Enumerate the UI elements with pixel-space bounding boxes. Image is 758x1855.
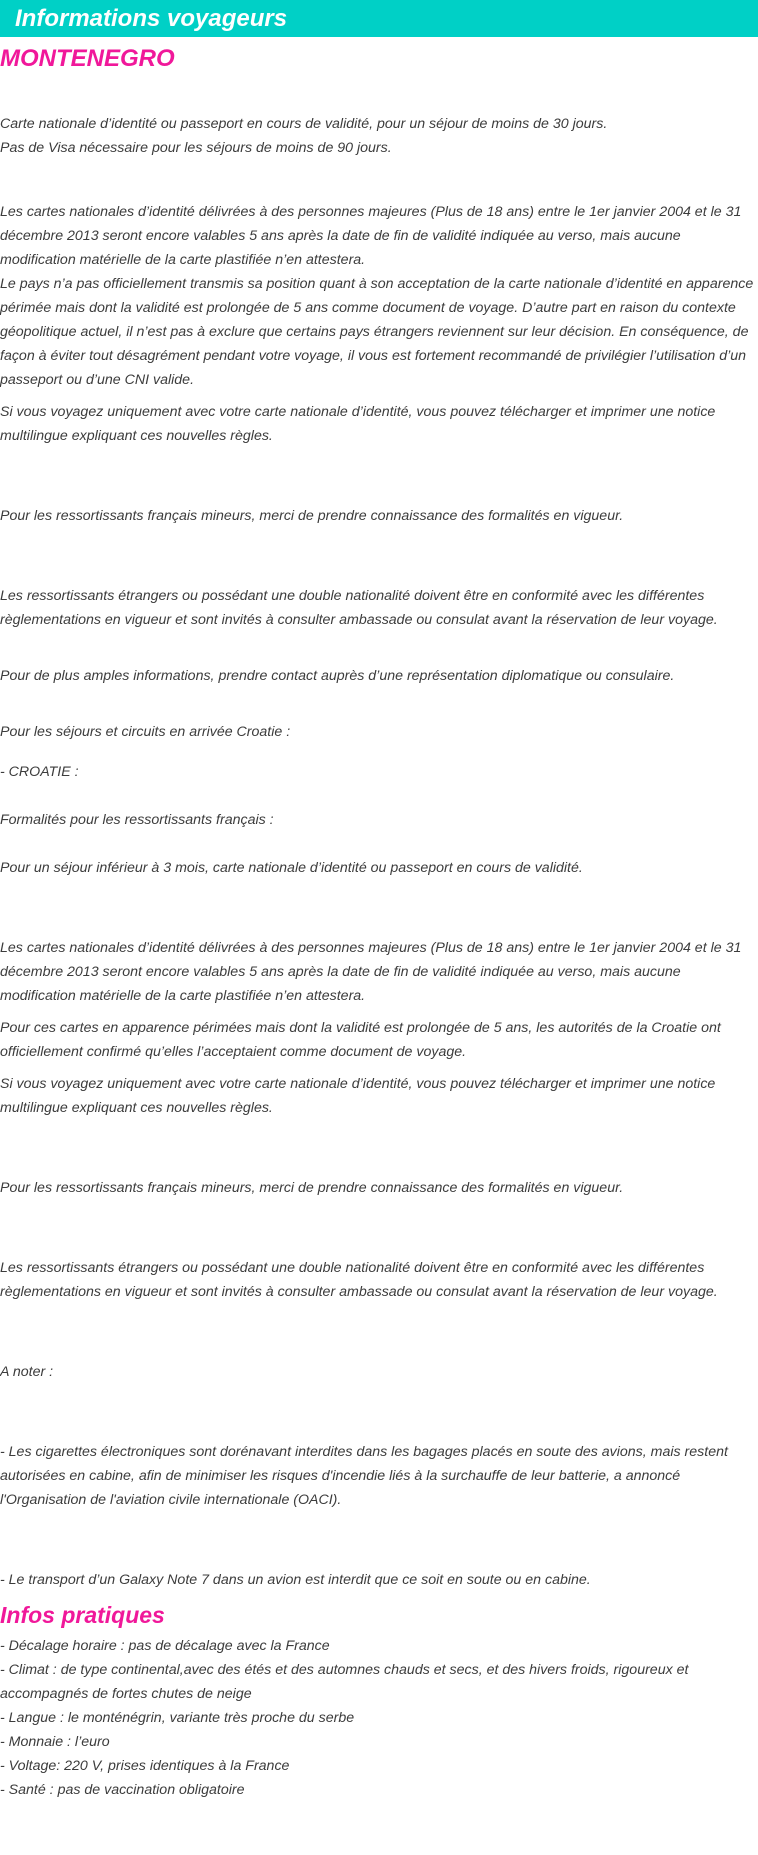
paragraph: Carte nationale d’identité ou passeport en cours de validité, pour un séjour de moins de 30 jours. [0, 116, 608, 132]
paragraph: Pour de plus amples informations, prendre contact auprès d’une représentation diplomatique ou consulaire. [0, 668, 675, 684]
paragraph: Pas de Visa nécessaire pour les séjours de moins de 90 jours. [0, 140, 392, 156]
paragraph: Si vous voyagez uniquement avec votre carte nationale d’identité, vous pouvez télécharger et imprimer une notice multilingue expliquant ces nouvelles règles. [0, 1076, 716, 1116]
paragraph: Formalités pour les ressortissants français : [0, 812, 274, 828]
paragraph: - CROATIE : [0, 764, 79, 780]
paragraph: Pour ces cartes en apparence périmées mais dont la validité est prolongée de 5 ans, les autorités de la Croatie ont officiellement confirmé qu’elles l’acceptaient comme document de voyage. [0, 1020, 721, 1060]
paragraph: Les cartes nationales d’identité délivrées à des personnes majeures (Plus de 18 ans) entre le 1er janvier 2004 et le 31 décembre 2013 seront encore valables 5 ans après la date de fin de validité indiquée au verso, mais aucune modification matérielle de la carte plastifiée n’en attestera. [0, 204, 742, 268]
paragraph: Si vous voyagez uniquement avec votre carte nationale d’identité, vous pouvez télécharger et imprimer une notice multilingue expliquant ces nouvelles règles. [0, 404, 716, 444]
page-header-title: Informations voyageurs [15, 5, 288, 32]
paragraph: Les ressortissants étrangers ou possédant une double nationalité doivent être en conformité avec les différentes règlementations en vigueur et sont invités à consulter ambassade ou consulat avant la réservation de leur voyage. [0, 1260, 718, 1300]
country-title: MONTENEGRO [0, 45, 175, 72]
infos-pratiques-title: Infos pratiques [0, 1602, 165, 1628]
list-item: - Santé : pas de vaccination obligatoire [0, 1782, 245, 1798]
paragraph: Les cartes nationales d’identité délivrées à des personnes majeures (Plus de 18 ans) entre le 1er janvier 2004 et le 31 décembre 2013 seront encore valables 5 ans après la date de fin de validité indiquée au verso, mais aucune modification matérielle de la carte plastifiée n’en attestera. [0, 940, 742, 1004]
paragraph: Pour les séjours et circuits en arrivée Croatie : [0, 724, 291, 740]
paragraph: Les ressortissants étrangers ou possédant une double nationalité doivent être en conformité avec les différentes règlementations en vigueur et sont invités à consulter ambassade ou consulat avant la réservation de leur voyage. [0, 588, 718, 628]
main-content [0, 43, 758, 1802]
list-item: - Voltage: 220 V, prises identiques à la France [0, 1758, 290, 1774]
paragraph: Pour un séjour inférieur à 3 mois, carte nationale d’identité ou passeport en cours de validité. [0, 860, 583, 876]
paragraph: - Les cigarettes électroniques sont dorénavant interdites dans les bagages placés en soute des avions, mais restent autorisées en cabine, afin de minimiser les risques d'incendie liés à la surchauffe de leur batterie, a annoncé l'Organisation de l'aviation civile internationale (OACI). [0, 1444, 728, 1508]
paragraph: A noter : [0, 1364, 54, 1380]
paragraph: - Le transport d’un Galaxy Note 7 dans un avion est interdit que ce soit en soute ou en cabine. [0, 1572, 591, 1588]
list-item: - Monnaie : l’euro [0, 1734, 110, 1750]
list-item: - Langue : le monténégrin, variante très proche du serbe [0, 1710, 355, 1726]
list-item: - Décalage horaire : pas de décalage avec la France [0, 1638, 330, 1654]
infos-list [0, 1634, 758, 1802]
paragraph: Le pays n’a pas officiellement transmis sa position quant à son acceptation de la carte nationale d’identité en apparence périmée mais dont la validité est prolongée de 5 ans comme document de voyage. D’autre part en raison du contexte géopolitique actuel, il n’est pas à exclure que certains pays étrangers reviennent sur leur décision. En conséquence, de façon à éviter tout désagrément pendant votre voyage, il vous est fortement recommandé de privilégier l’utilisation d’un passeport ou d’une CNI valide. [0, 276, 754, 388]
list-item: - Climat : de type continental,avec des étés et des automnes chauds et secs, et des hivers froids, rigoureux et accompagnés de fortes chutes de neige [0, 1662, 689, 1702]
page-header [0, 0, 758, 37]
paragraph: Pour les ressortissants français mineurs, merci de prendre connaissance des formalités en vigueur. [0, 1180, 624, 1196]
paragraph: Pour les ressortissants français mineurs, merci de prendre connaissance des formalités en vigueur. [0, 508, 624, 524]
